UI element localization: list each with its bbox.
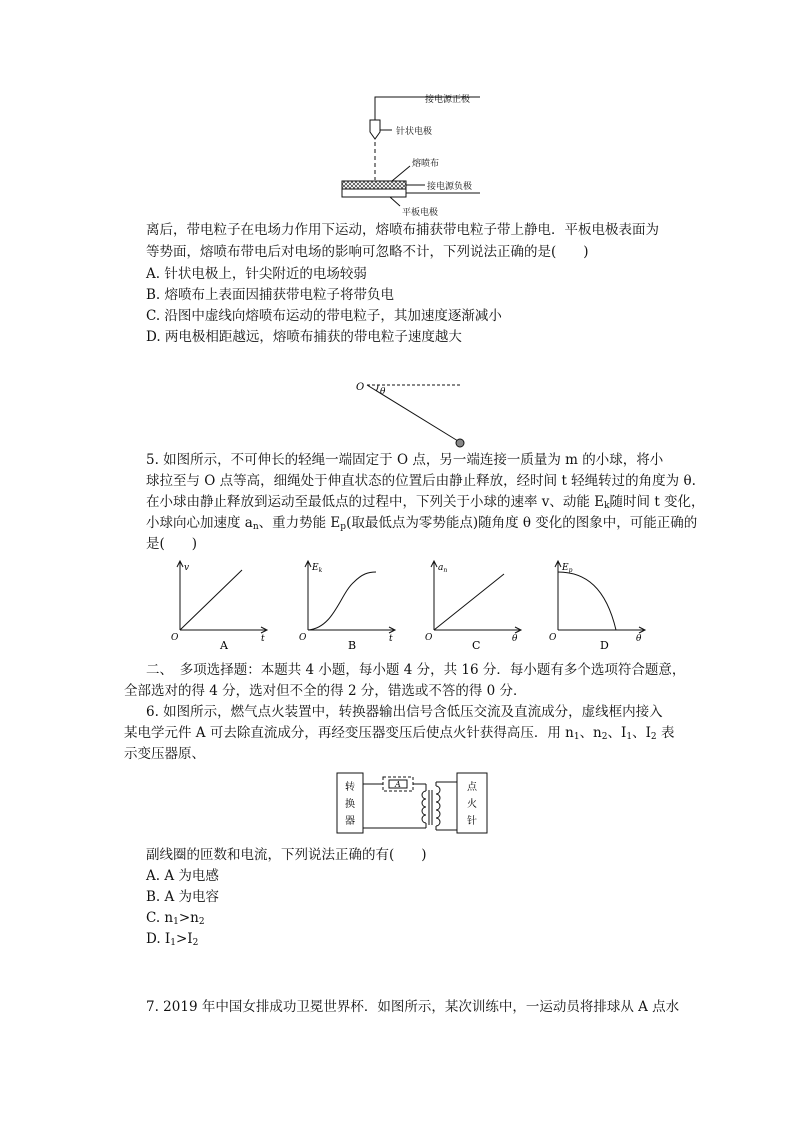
- q4-option-b: B. 熔喷布上表面因捕获带电粒子将带负电: [146, 287, 395, 303]
- graph-a-letter: A: [220, 639, 228, 652]
- q4-option-a: A. 针状电极上，针尖附近的电场较弱: [146, 266, 367, 282]
- q6-option-b: B. A 为电容: [146, 889, 220, 905]
- svg-text:Ek: $E_k$: [312, 563, 323, 574]
- q6-line3: 示变压器原、: [124, 746, 205, 762]
- svg-text:O: O: [549, 633, 557, 643]
- q4-line1: 离后，带电粒子在电场力作用下运动，熔喷布捕获带电粒子带上静电．平板电极表面为: [146, 222, 659, 238]
- graph-d: [546, 558, 656, 654]
- transformer-figure: [330, 768, 495, 840]
- svg-text:转: 转: [345, 782, 355, 793]
- pendulum-theta-label: θ: [380, 387, 386, 397]
- q6-line2: 某电学元件 A 可去除直流成分，再经变压器变压后使点火针获得高压．用 $n_1$、$n_2$、$I_1$、$I_2$ 表: [124, 725, 675, 742]
- q4-line2: 等势面，熔喷布带电后对电场的影响可忽略不计，下列说法正确的是( ): [146, 244, 589, 260]
- svg-text:O: O: [171, 633, 179, 643]
- electrode-figure: [330, 92, 500, 222]
- q5-line1: 5. 如图所示，不可伸长的轻绳一端固定于 O 点，另一端连接一质量为 m 的小球，将小: [146, 452, 664, 468]
- element-a-label: A: [395, 780, 401, 789]
- svg-text:点: 点: [467, 782, 477, 793]
- pendulum-figure: [350, 378, 470, 450]
- graph-a: [168, 558, 278, 654]
- svg-text:θ: θ: [512, 634, 518, 644]
- q7-line1: 7. 2019 年中国女排成功卫冕世界杯．如图所示，某次训练中，一运动员将排球从 A 点水: [146, 999, 680, 1015]
- q6-option-d: D. $I_1>I_2$: [146, 931, 199, 948]
- label-meltblown: 熔喷布: [412, 159, 440, 169]
- svg-text:O: O: [425, 633, 433, 643]
- svg-text:t: t: [261, 634, 265, 644]
- label-positive: 接电源正极: [425, 95, 471, 105]
- svg-text:v: v: [184, 563, 190, 573]
- q5-line3: 在小球由静止释放到运动至最低点的过程中，下列关于小球的速率 v、动能 $E_k$随时间 t 变化，: [146, 494, 705, 511]
- svg-text:针: 针: [467, 816, 477, 827]
- q5-line5: 是( ): [146, 536, 198, 552]
- graph-b: [296, 558, 406, 654]
- q6-option-c: C. $n_1>n_2$: [146, 910, 205, 927]
- svg-text:Ep: $E_p$: [562, 563, 573, 574]
- svg-text:an: $a_n$: [438, 563, 448, 574]
- q4-option-d: D. 两电极相距越远，熔喷布捕获的带电粒子速度越大: [146, 329, 462, 345]
- graph-c: [422, 558, 532, 654]
- label-needle: 针状电极: [396, 127, 433, 137]
- label-plate: 平板电极: [402, 208, 439, 218]
- svg-text:换: 换: [345, 799, 355, 810]
- section2-heading: 二、 多项选择题：本题共 4 小题，每小题 4 分，共 16 分．每小题有多个选项符合题意，: [146, 662, 686, 678]
- svg-text:θ: θ: [636, 634, 642, 644]
- svg-text:火: 火: [467, 799, 477, 810]
- pendulum-o-label: O: [356, 382, 365, 393]
- graph-b-letter: B: [348, 639, 357, 652]
- q6-option-a: A. A 为电感: [146, 868, 219, 884]
- section2-line2: 全部选对的得 4 分，选对但不全的得 2 分，错选或不答的得 0 分．: [124, 683, 527, 699]
- graph-d-letter: D: [600, 639, 609, 652]
- q4-option-c: C. 沿图中虚线向熔喷布运动的带电粒子，其加速度逐渐减小: [146, 308, 502, 324]
- graph-c-letter: C: [472, 639, 481, 652]
- label-negative: 接电源负极: [427, 182, 473, 192]
- svg-text:器: 器: [345, 816, 355, 827]
- svg-text:O: O: [299, 633, 307, 643]
- q6-line4: 副线圈的匝数和电流，下列说法正确的有( ): [146, 847, 427, 863]
- q5-line2: 球拉至与 O 点等高，细绳处于伸直状态的位置后由静止释放，经时间 t 轻绳转过的角度为 θ.: [146, 473, 696, 489]
- svg-text:t: t: [389, 634, 393, 644]
- q5-line4: 小球向心加速度 $a_n$、重力势能 $E_p$(取最低点为零势能点)随角度 θ 变化的图象中，可能正确的: [146, 515, 698, 532]
- q6-line1: 6. 如图所示，燃气点火装置中，转换器输出信号含低压交流及直流成分，虚线框内接入: [146, 704, 663, 720]
